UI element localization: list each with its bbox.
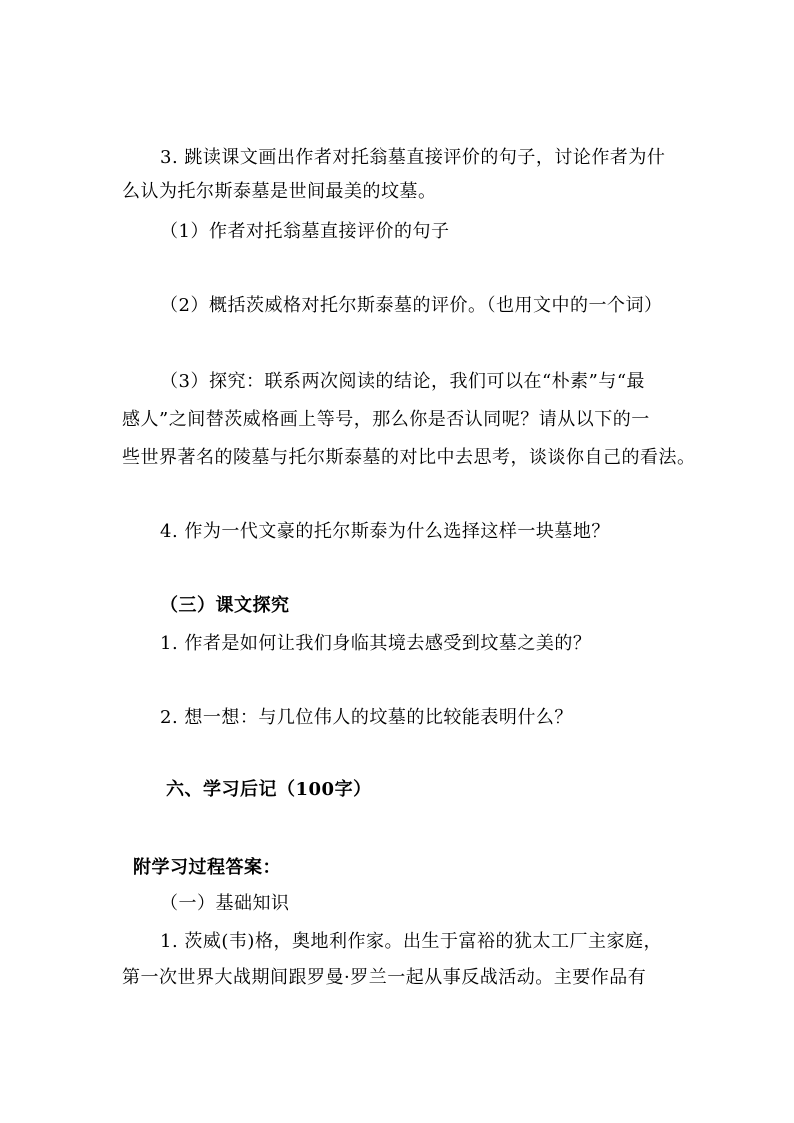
question-3-sub-3-line-2: 感人”之间替茨威格画上等号，那么你是否认同呢？请从以下的一 — [122, 409, 650, 430]
section-3-question-2: 2. 想一想：与几位伟人的坟墓的比较能表明什么？ — [160, 707, 573, 728]
question-3-sub-1: （1）作者对托翁墓直接评价的句子 — [160, 221, 450, 242]
answers-sub-heading: （一）基础知识 — [160, 893, 290, 914]
section-3-question-1: 1. 作者是如何让我们身临其境去感受到坟墓之美的？ — [160, 633, 592, 654]
answers-heading: 附学习过程答案： — [133, 857, 281, 878]
section-3-heading: （三）课文探究 — [160, 595, 290, 616]
answers-line-1: 1. 茨威(韦)格，奥地利作家。出生于富裕的犹太工厂主家庭， — [160, 931, 662, 952]
question-3-sub-3-line-1: （3）探究：联系两次阅读的结论，我们可以在“朴素”与“最 — [160, 371, 646, 392]
question-3-sub-3-line-3: 些世界著名的陵墓与托尔斯泰墓的对比中去思考，谈谈你自己的看法。 — [122, 447, 696, 468]
section-6-heading: 六、学习后记（100字） — [166, 779, 372, 800]
question-3-line-2: 么认为托尔斯泰墓是世间最美的坟墓。 — [122, 181, 437, 202]
answers-line-2: 第一次世界大战期间跟罗曼·罗兰一起从事反战活动。主要作品有 — [122, 967, 647, 988]
question-3-line-1: 3. 跳读课文画出作者对托翁墓直接评价的句子，讨论作者为什 — [160, 147, 666, 168]
question-3-sub-2: （2）概括茨威格对托尔斯泰墓的评价。（也用文中的一个词） — [160, 295, 663, 316]
question-4: 4. 作为一代文豪的托尔斯泰为什么选择这样一块墓地？ — [160, 521, 610, 542]
